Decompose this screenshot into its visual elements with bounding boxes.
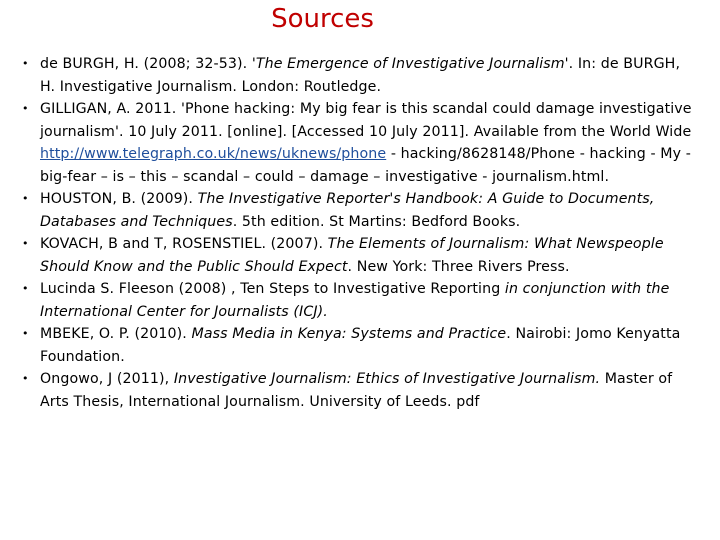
reference-text: HOUSTON, B. (2009). [40,191,198,207]
reference-title: Mass Media in Kenya: Systems and Practice [191,326,507,342]
reference-item-fleeson [22,278,692,323]
slide-title: Sources [271,4,374,34]
reference-text: . New York: Three Rivers Press. [347,258,570,275]
bullet-icon: • [22,282,29,295]
reference-link[interactable]: http://www.telegraph.co.uk/news/uknews/phone [40,146,387,162]
reference-item-mbeke [22,323,692,368]
bullet-icon: • [22,237,29,250]
reference-text: . Nairobi: Jomo Kenyatta Foundation. [40,326,681,365]
reference-text: MBEKE, O. P. (2010). [40,326,192,342]
bullet-icon: • [22,372,29,385]
reference-item-ongowo [22,368,692,413]
reference-title: The Investigative Reporter's Handbook: A Guide to Documents, Databases and Techniques [40,191,655,230]
reference-title: in conjunction with the International Center for Journalists (ICJ). [40,281,670,320]
reference-item-de-burgh [22,53,692,98]
reference-list [22,53,692,413]
reference-text: GILLIGAN, A. 2011. 'Phone hacking: My big fear is this scandal could damage investigative journalism'. 10 July 2011. [online]. [Accessed 10 July 2011]. Available from the World Wide [40,101,692,140]
reference-title: Investigative Journalism: Ethics of Investigative Journalism. [173,371,601,387]
bullet-icon: • [22,57,29,70]
reference-text: Ongowo, J (2011), [40,371,174,387]
reference-text: - hacking/8628148/Phone - hacking - My - big-fear – is – this – scandal – could – damage – investigative - journalism.html. [40,146,691,185]
reference-text: de BURGH, H. (2008; 32-53). [40,56,252,72]
reference-title: The Elements of Journalism: What Newspeople Should Know and the Public Should Expect [40,236,664,275]
reference-text: Master of Arts Thesis, International Journalism. University of Leeds. pdf [40,371,673,410]
bullet-icon: • [22,327,29,340]
reference-title: 'The Emergence of Investigative Journalism' [251,56,569,72]
reference-text: Lucinda S. Fleeson (2008) , Ten Steps to Investigative Reporting [40,281,505,297]
bullet-icon: • [22,102,29,115]
reference-text: KOVACH, B and T, ROSENSTIEL. (2007). [40,236,328,252]
reference-text: . In: de BURGH, H. Investigative Journalism. London: Routledge. [40,56,681,95]
bullet-icon: • [22,192,29,205]
reference-item-kovach [22,233,692,278]
reference-text: . 5th edition. St Martins: Bedford Books. [232,213,521,230]
reference-item-houston [22,188,692,233]
reference-item-gilligan [22,98,692,188]
